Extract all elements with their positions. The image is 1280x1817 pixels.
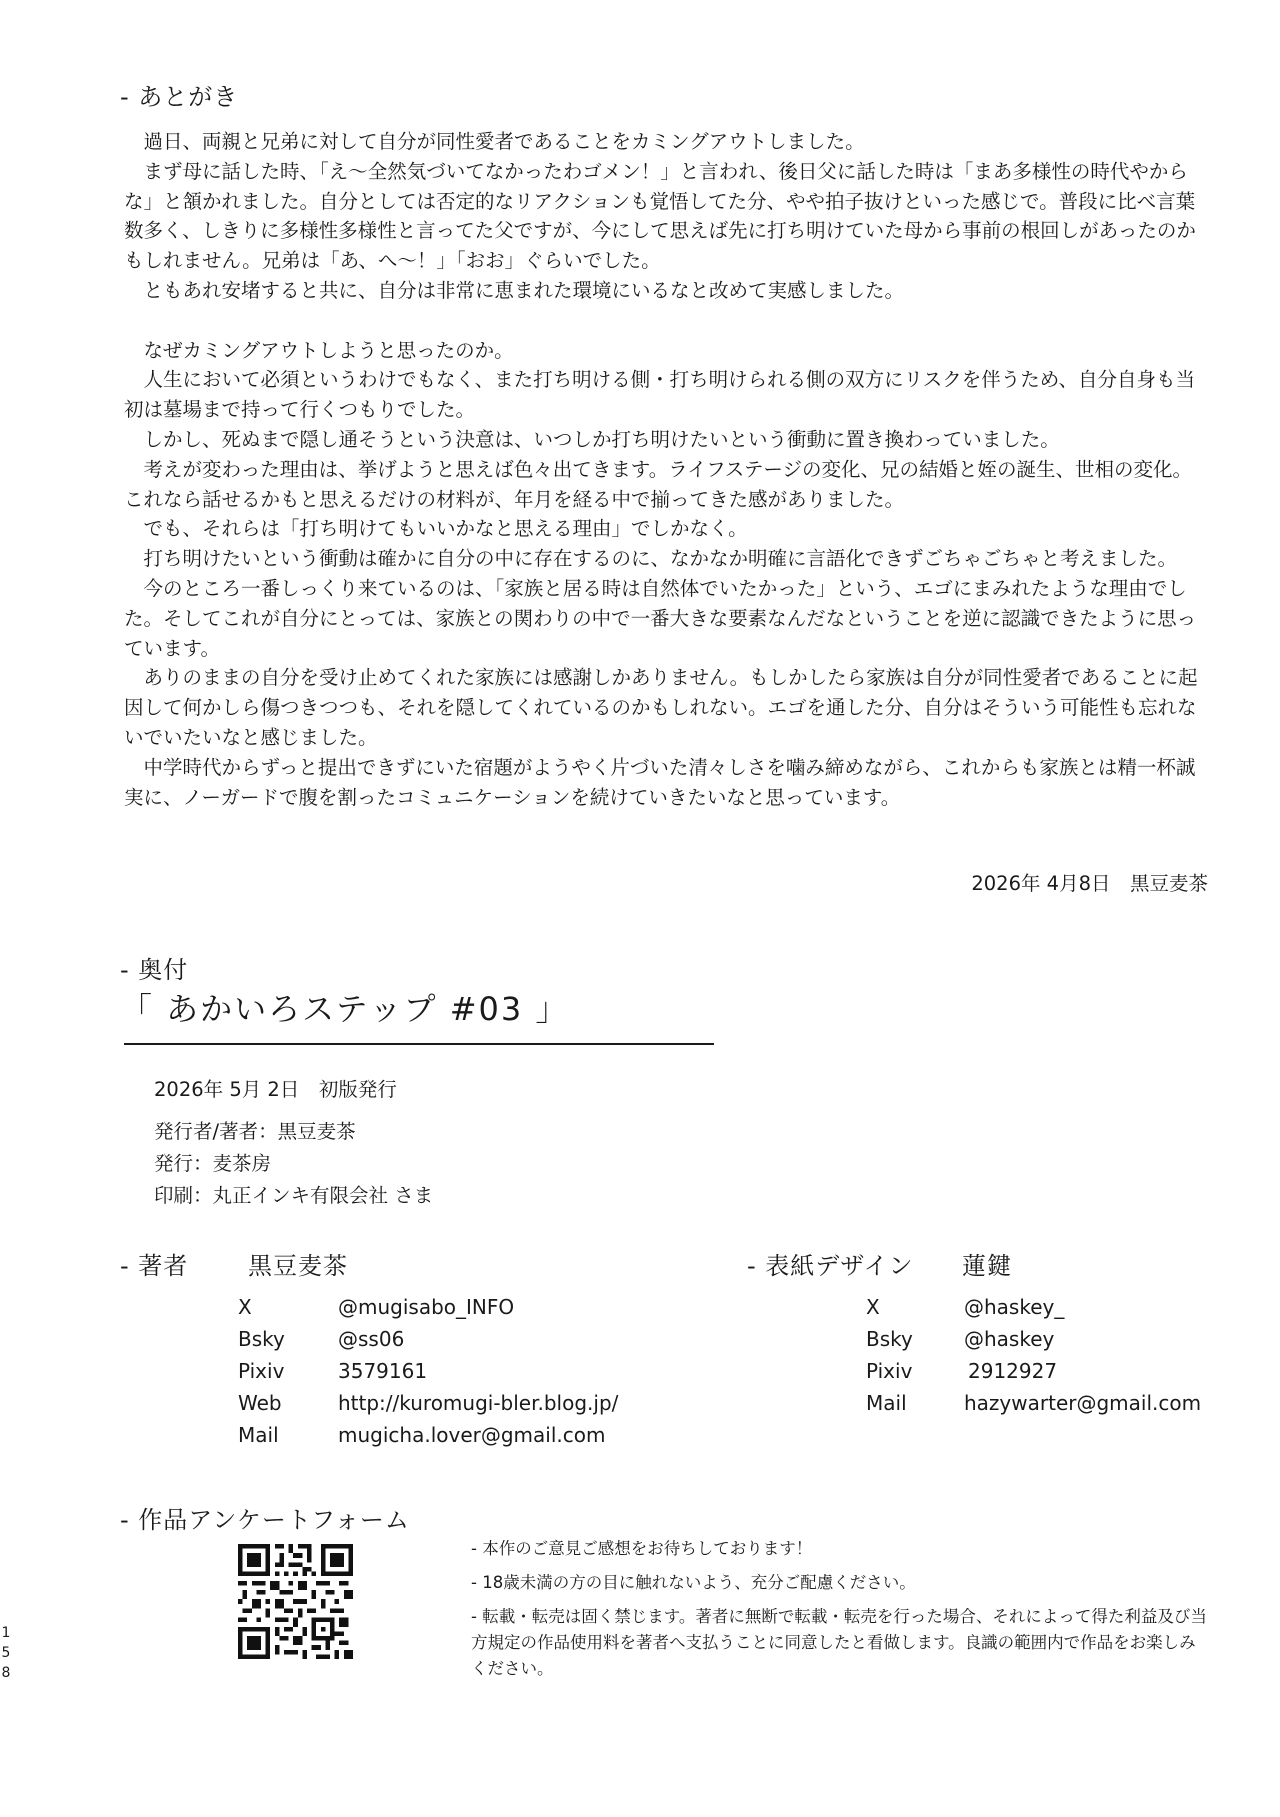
afterword-paragraph: しかし、死ぬまで隠し通そうという決意は、いつしか打ち明けたいという衝動に置き換わっていました。 xyxy=(124,427,1060,451)
survey-heading: - 作品アンケートフォーム xyxy=(120,1506,410,1534)
afterword-paragraph: 過日、両親と兄弟に対して自分が同性愛者であることをカミングアウトしました。 xyxy=(124,130,865,153)
publisher-author-line: 発行者/著者：黒豆麦茶 xyxy=(154,1120,356,1143)
contact-key: X xyxy=(866,1295,880,1319)
survey-note: - 本作のご意見ご感想をお待ちしております！ xyxy=(471,1539,813,1558)
page-number-digit: 5 xyxy=(1,1645,11,1661)
afterword-paragraph: ありのままの自分を受け止めてくれた家族には感謝しかありません。もしかしたら家族は自分が同性愛者であることに起因して何かしら傷つきつつも、それを隠してくれているのかもしれない。エゴを通した分、自分はそういう可能性も忘れないでいたいなと感じました。 xyxy=(124,666,1198,749)
contact-value[interactable]: @haskey_ xyxy=(964,1295,1065,1319)
contact-value[interactable]: @ss06 xyxy=(338,1327,405,1351)
colophon-heading: - 奥付 xyxy=(120,956,189,984)
contact-key: Mail xyxy=(238,1423,279,1447)
title-underline xyxy=(124,1043,714,1045)
contact-row-mail xyxy=(866,1391,1246,1421)
contact-key: Web xyxy=(238,1391,282,1415)
contact-value[interactable]: http://kuromugi-bler.blog.jp/ xyxy=(338,1391,619,1415)
contact-row-x xyxy=(238,1295,708,1325)
page-number xyxy=(0,1623,12,1683)
contact-key: Pixiv xyxy=(238,1359,285,1383)
contact-value[interactable]: 3579161 xyxy=(338,1359,428,1383)
contact-value[interactable]: @mugisabo_INFO xyxy=(338,1295,515,1319)
contact-row-pixiv xyxy=(238,1359,708,1389)
author-heading: - 著者 xyxy=(120,1252,189,1280)
contact-key: Bsky xyxy=(238,1327,285,1351)
afterword-paragraph: 考えが変わった理由は、挙げようと思えば色々出てきます。ライフステージの変化、兄の結婚と姪の誕生、世相の変化。これなら話せるかもと思えるだけの材料が、年月を経る中で揃ってきた感がありました。 xyxy=(124,457,1193,511)
afterword-paragraph: 打ち明けたいという衝動は確かに自分の中に存在するのに、なかなか明確に言語化できずごちゃごちゃと考えました。 xyxy=(124,547,1178,571)
contact-row-pixiv xyxy=(866,1359,1246,1389)
afterword-paragraph: 今のところ一番しっくり来ているのは、「家族と居る時は自然体でいたかった」という、エゴにまみれたような理由でした。そしてこれが自分にとっては、家族との関わりの中で一番大きな要素なんだなということを逆に認識できたように思っています。 xyxy=(124,576,1197,660)
afterword-signature: 2026年 4月8日 黒豆麦茶 xyxy=(971,872,1208,895)
contact-row-web xyxy=(238,1391,708,1421)
afterword-body xyxy=(124,127,1210,812)
cover-design-heading: - 表紙デザイン xyxy=(747,1252,914,1280)
qr-code-icon[interactable] xyxy=(238,1544,353,1659)
survey-note: - 転載・転売は固く禁じます。著者に無断で転載・転売を行った場合、それによって得た利益及び当方規定の作品使用料を著者へ支払うことに同意したと看做します。良識の範囲内で作品をお楽しみください。 xyxy=(471,1607,1207,1678)
afterword-paragraph: 中学時代からずっと提出できずにいた宿題がようやく片づいた清々しさを噛み締めながら、これからも家族とは精一杯誠実に、ノーガードで腹を割ったコミュニケーションを続けていきたいなと思っています。 xyxy=(124,755,1196,809)
contact-value[interactable]: @haskey xyxy=(964,1327,1055,1351)
contact-value[interactable]: 2912927 xyxy=(968,1359,1058,1383)
author-contacts xyxy=(238,1295,708,1455)
survey-note: - 18歳未満の方の目に触れないよう、充分ご配慮ください。 xyxy=(471,1573,916,1592)
author-name: 黒豆麦茶 xyxy=(248,1252,348,1280)
contact-row-mail xyxy=(238,1423,708,1453)
contact-key: Pixiv xyxy=(866,1359,913,1383)
page-number-digit: 1 xyxy=(1,1625,11,1641)
contact-value[interactable]: mugicha.lover@gmail.com xyxy=(338,1423,606,1447)
contact-row-bsky xyxy=(238,1327,708,1357)
paragraph-gap xyxy=(124,306,1210,336)
afterword-paragraph: まず母に話した時、「え〜全然気づいてなかったわゴメン！」と言われ、後日父に話した時は「まあ多様性の時代やからな」と頷かれました。自分としては否定的なリアクションも覚悟してた分、やや拍子抜けといった感じで。普段に比べ言葉数多く、しきりに多様性多様性と言ってた父ですが、今にして思えば先に打ち明けていた母から事前の根回しがあったのかもしれません。兄弟は「あ、へ〜！」「おお」ぐらいでした。 xyxy=(124,159,1196,273)
page-number-digit: 8 xyxy=(1,1665,11,1681)
contact-key: Bsky xyxy=(866,1327,913,1351)
afterword-paragraph: ともあれ安堵すると共に、自分は非常に恵まれた環境にいるなと改めて実感しました。 xyxy=(124,278,905,302)
afterword-paragraph: でも、それらは「打ち明けてもいいかなと思える理由」でしかなく。 xyxy=(124,517,748,541)
afterword-heading: - あとがき xyxy=(120,83,239,111)
cover-design-contacts xyxy=(866,1295,1246,1425)
edition-line: 2026年 5月 2日 初版発行 xyxy=(154,1078,397,1101)
book-title: 「 あかいろステップ #03 」 xyxy=(120,990,570,1028)
contact-key: X xyxy=(238,1295,252,1319)
printer-line: 印刷：丸正インキ有限会社 さま xyxy=(154,1184,434,1207)
afterword-paragraph: なぜカミングアウトしようと思ったのか。 xyxy=(124,338,514,362)
survey-notes xyxy=(471,1536,1211,1690)
cover-designer-name: 蓮鍵 xyxy=(962,1252,1012,1280)
contact-key: Mail xyxy=(866,1391,907,1415)
contact-row-x xyxy=(866,1295,1246,1325)
contact-value[interactable]: hazywarter@gmail.com xyxy=(964,1391,1202,1415)
issuer-line: 発行：麦茶房 xyxy=(154,1152,272,1175)
contact-row-bsky xyxy=(866,1327,1246,1357)
afterword-paragraph: 人生において必須というわけでもなく、また打ち明ける側・打ち明けられる側の双方にリスクを伴うため、自分自身も当初は墓場まで持って行くつもりでした。 xyxy=(124,368,1195,422)
